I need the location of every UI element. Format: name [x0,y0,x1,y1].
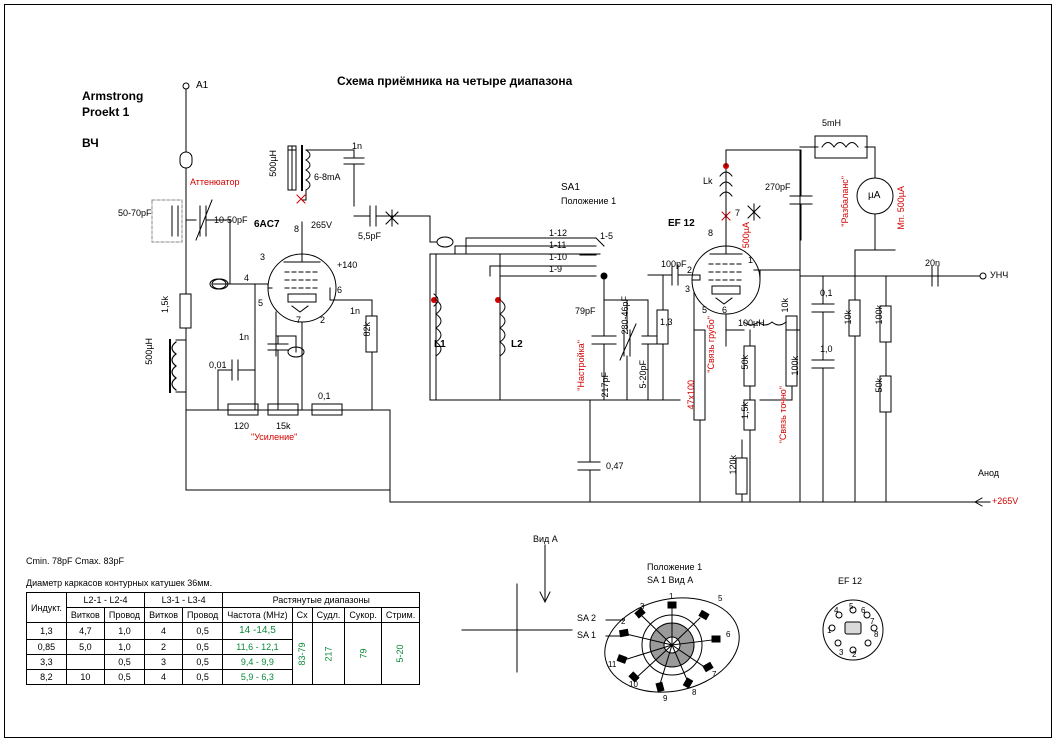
cap-5p5-label: 5,5pF [358,231,382,241]
cmin-cmax-note: Cmin. 78pF Cmax. 83pF [26,556,125,566]
th-l3: L3-1 - L3-4 [145,593,223,608]
pin2-label: 2 [320,315,326,325]
table-header-row-1 [27,593,420,608]
cap-1n-c-label: 1n [350,306,361,316]
cell-w2-2 [66,654,104,669]
cap-01-left-label: 0,1 [318,391,331,401]
switch-pin-2: 2 [621,617,626,626]
ef12-pin5-label: 5 [702,305,708,315]
ef12-pin8-label: 8 [708,228,714,238]
switch-pin-8: 8 [692,688,697,697]
gain-label: "Усиление" [251,432,298,442]
pin8-label: 8 [294,224,300,234]
switch-pin-7: 7 [712,670,717,679]
ef12-pin1-label: 1 [748,255,754,265]
switch-title-line1: Положение 1 [647,562,703,572]
switch-pin-1: 1 [669,592,674,601]
cap-10-50pf-label: 10-50pF [214,215,248,225]
res-50k-a-label: 50k [740,355,750,370]
socket-pin-1: 1 [827,626,832,635]
res-1k5-b-label: 1,5k [740,402,750,420]
th-turns-l2: Витков [66,608,104,623]
cell-w3-2: 3 [145,654,183,669]
th-bands: Растянутые диапазоны [223,593,420,608]
cap-1-0-label: 1,0 [820,344,833,354]
attenuator-label: Аттенюатор [190,177,240,187]
meter-scale-label: Мп. 500µA [896,186,906,230]
ef12-pin2-label: 2 [687,265,693,275]
cap-100pf-label: 100pF [661,259,687,269]
cell-ind-3: 8,2 [27,669,67,684]
tap-1-12-label: 1-12 [549,228,568,238]
res-50k-b-label: 50k [874,378,884,393]
th-sukor: Сукор. [345,608,382,623]
cell-sukor: 79 [345,623,382,685]
ef12-pin7-label: 7 [735,208,741,218]
sa1-view-label: SA 1 [577,630,597,640]
cell-w2-3: 10 [66,669,104,684]
coupling-fine-label: "Связь точно" [778,386,788,444]
cap-50-70pf-label: 50-70pF [118,208,152,218]
page-title: Схема приёмника на четыре диапазона [337,74,573,88]
sa1-label: SA1 [561,182,580,193]
antenna-label: A1 [196,80,209,91]
cell-strim: 5-20 [381,623,419,685]
cap-001-label: 0,01 [209,360,227,370]
tap-1-10-label: 1-10 [549,252,568,262]
th-l2: L2-1 - L2-4 [66,593,144,608]
anode-label: Анод [978,468,1000,478]
cell-p3-0: 0,5 [183,623,223,640]
cap-280-46pf-label: 280-46pF [620,296,630,335]
cap-270pf-label: 270pF [765,182,791,192]
socket-pin-4: 4 [834,606,839,615]
cell-freq-3: 5,9 - 6,3 [223,669,292,684]
coil-l2-label: L2 [511,339,523,350]
meter-label: µA [868,190,881,201]
tap-1-9-label: 1-9 [549,264,563,274]
coil-l1-label: L1 [434,339,446,350]
pin5-label: 5 [258,298,264,308]
res-47x100-label: 47х100 [686,380,696,410]
table-header-row-2 [27,608,420,623]
pin3-label: 3 [260,252,266,262]
cell-cx: 83-79 [292,623,312,685]
cap-1n-b-label: 1n [239,332,250,342]
cell-w3-0: 4 [145,623,183,640]
tube-ef12-label: EF 12 [668,218,695,229]
socket-pin-5: 5 [849,602,854,611]
cell-p2-1: 1,0 [104,639,144,654]
table-row [27,623,420,640]
switch-pin-6: 6 [726,630,731,639]
cell-freq-2: 9,4 - 9,9 [223,654,292,669]
cell-w3-1: 2 [145,639,183,654]
res-120k-label: 120k [728,455,738,475]
cap-217pf-label: 217pF [600,372,610,398]
th-cx: Cx [292,608,312,623]
cell-sudl: 217 [312,623,345,685]
res-120-label: 120 [234,421,250,431]
res-1k5-label: 1,5k [160,296,170,314]
cell-p2-0: 1,0 [104,623,144,640]
pin4-label: 4 [244,273,250,283]
cap-20n-label: 20n [925,258,941,268]
pin6-label: 6 [337,285,343,295]
sa1-position-label: Положение 1 [561,196,617,206]
project-name-line2: Proekt 1 [82,105,130,119]
cap-1n-a-label: 1n [352,141,363,151]
th-wire-l2: Провод [104,608,144,623]
switch-pin-10: 10 [629,680,638,689]
cell-ind-2: 3,3 [27,654,67,669]
cell-freq-1: 11,6 - 12,1 [223,639,292,654]
cell-p2-2: 0,5 [104,654,144,669]
cap-01-right-label: 0,1 [820,288,833,298]
tube-6ac7-label: 6AC7 [254,219,280,230]
cell-ind-1: 0,85 [27,639,67,654]
cell-p3-1: 0,5 [183,639,223,654]
tap-1-5-label: 1-5 [600,231,614,241]
th-turns-l3: Витков [145,608,183,623]
sa2-label: SA 2 [577,613,597,623]
project-section: ВЧ [82,136,99,150]
switch-pin-9: 9 [663,694,668,703]
switch-pin-11: 11 [608,660,617,669]
th-inductance: Индукт. [27,593,67,623]
tap-1-11-label: 1-11 [549,240,567,250]
vid-a-label: Вид А [533,534,558,544]
coil-100uh-label: 100µH [738,318,765,328]
cell-w3-3: 4 [145,669,183,684]
cell-ind-0: 1,3 [27,623,67,640]
diameter-note: Диаметр каркасов контурных катушек 36мм. [26,578,213,588]
tube-current-label: 6-8mA [314,172,341,182]
socket-pin-3: 3 [839,648,844,657]
balance-label: "Разбаланс" [840,176,850,227]
res-10k-a-label: 10k [843,310,853,325]
cell-p3-3: 0,5 [183,669,223,684]
th-strim: Стрим. [381,608,419,623]
cap-047-label: 0,47 [606,461,624,471]
cell-p3-2: 0,5 [183,654,223,669]
cell-p2-3: 0,5 [104,669,144,684]
unch-label: УНЧ [990,270,1009,280]
coil-spec-table [26,592,420,685]
socket-pin-7: 7 [870,617,875,626]
tube-voltage-label: 265V [311,220,333,230]
switch-title-line2: SA 1 Вид А [647,575,694,585]
cell-w2-0: 4,7 [66,623,104,640]
res-100k-a-label: 100k [874,305,884,325]
switch-pin-5: 5 [718,594,723,603]
ef12-pin6-label: 6 [722,305,728,315]
coil-500uh-left-label: 500µH [144,338,154,365]
socket-pin-8: 8 [874,630,879,639]
pin7-label: 7 [296,315,302,325]
ef12-current-label: 500µA [741,222,751,249]
res-1-3-label: 1,3 [660,317,673,327]
plus140-label: +140 [337,260,358,270]
cell-w2-1: 5,0 [66,639,104,654]
cap-5-20pf-label: 5-20pF [638,360,648,389]
res-82k-label: 82k [362,322,372,337]
th-wire-l3: Провод [183,608,223,623]
res-100k-b-label: 100k [790,356,800,376]
project-name-line1: Armstrong [82,89,144,103]
plus265-label: +265V [992,496,1019,506]
coupling-coarse-label: "Связь грубо" [706,316,716,373]
res-15k-label: 15k [276,421,291,431]
coil-500uh-top-label: 500µH [268,150,278,177]
coil-5mh-label: 5mH [822,118,842,128]
socket-title: EF 12 [838,576,863,586]
socket-pin-2: 2 [852,650,857,659]
res-10k-b-label: 10k [780,298,790,313]
cap-79pf-label: 79pF [575,306,596,316]
tuning-label: "Настройка" [576,340,586,391]
th-frequency: Частота (MHz) [223,608,292,623]
ef12-pin3-label: 3 [685,284,691,294]
coil-lk-label: Lk [703,176,713,186]
cell-freq-0: 14 -14,5 [223,623,292,640]
socket-pin-6: 6 [861,606,866,615]
th-sudl: Судл. [312,608,345,623]
switch-pin-3: 3 [640,602,645,611]
